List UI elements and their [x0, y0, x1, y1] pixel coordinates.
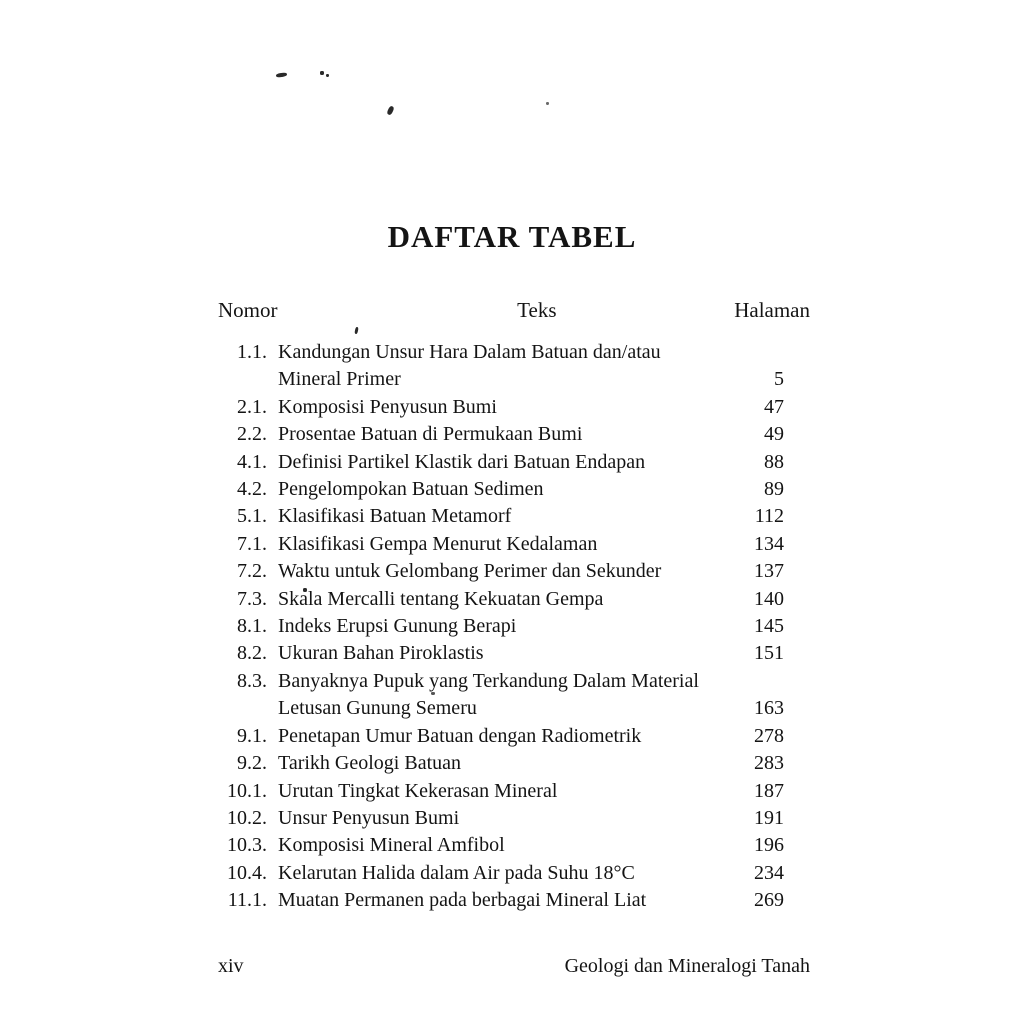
toc-row: [218, 421, 784, 448]
toc-entry-page: 283: [754, 752, 784, 775]
toc-entry-page: 151: [754, 642, 784, 665]
toc-entry-number: 10.4.: [227, 861, 267, 884]
toc-row: [218, 778, 784, 805]
toc-entry-title: Klasifikasi Batuan Metamorf: [278, 505, 512, 528]
scan-speck: [354, 327, 358, 334]
toc-entry-page: 137: [754, 560, 784, 583]
table-of-tables-list: [218, 339, 784, 915]
toc-entry-page: 88: [764, 450, 784, 473]
toc-entry-title: Banyaknya Pupuk yang Terkandung Dalam Material Letusan Gunung Semeru: [267, 668, 742, 723]
toc-entry-number: 10.3.: [227, 834, 267, 857]
scan-speck: [326, 74, 329, 77]
toc-entry-title: Ukuran Bahan Piroklastis: [278, 642, 484, 665]
toc-entry-title-line2: Letusan Gunung Semeru: [278, 697, 477, 720]
toc-entry-title: Komposisi Penyusun Bumi: [278, 395, 497, 418]
toc-entry-number: 8.2.: [237, 642, 267, 665]
toc-entry-number: 7.1.: [237, 532, 267, 555]
toc-entry-title: Prosentae Batuan di Permukaan Bumi: [278, 423, 583, 446]
toc-entry-number: 4.2.: [237, 478, 267, 501]
toc-entry-title: Komposisi Mineral Amfibol: [278, 834, 505, 857]
toc-entry-number: 10.2.: [227, 806, 267, 829]
toc-entry-number: 1.1.: [237, 341, 267, 363]
toc-entry-number: 9.1.: [237, 724, 267, 747]
toc-entry-title: Skala Mercalli tentang Kekuatan Gempa: [278, 587, 604, 610]
toc-entry-title: Kelarutan Halida dalam Air pada Suhu 18°C: [278, 861, 635, 884]
toc-entry-page: 196: [754, 834, 784, 857]
toc-entry-page: 191: [754, 806, 784, 829]
page-title: DAFTAR TABEL: [387, 219, 637, 254]
toc-entry-title: Indeks Erupsi Gunung Berapi: [278, 615, 517, 638]
toc-entry-title: Penetapan Umur Batuan dengan Radiometrik: [278, 724, 642, 747]
toc-entry-number: 2.2.: [237, 423, 267, 446]
toc-entry-page: 140: [754, 587, 784, 610]
toc-entry-page: 145: [754, 615, 784, 638]
page-footer: [218, 955, 810, 978]
toc-row: [218, 503, 784, 530]
toc-entry-title: Waktu untuk Gelombang Perimer dan Sekunder: [278, 560, 662, 583]
toc-entry-page: 187: [754, 779, 784, 802]
toc-entry-page: 49: [764, 423, 784, 446]
toc-entry-number: 2.1.: [237, 395, 267, 418]
toc-entry-title: Klasifikasi Gempa Menurut Kedalaman: [278, 532, 598, 555]
toc-row: [218, 640, 784, 667]
toc-row: [218, 832, 784, 859]
toc-entry-title-line2: Mineral Primer: [278, 368, 401, 391]
toc-entry-page: 89: [764, 478, 784, 501]
toc-row: [218, 860, 784, 887]
toc-entry-number: 4.1.: [237, 450, 267, 473]
column-header-nomor: Nomor: [218, 298, 278, 322]
toc-entry-title: Kandungan Unsur Hara Dalam Batuan dan/atau Mineral Primer: [267, 339, 742, 394]
folio-page-number: xiv: [218, 955, 244, 977]
toc-entry-number: 8.1.: [237, 615, 267, 638]
toc-row: [218, 668, 784, 723]
toc-column-headers: [218, 298, 810, 323]
toc-row: [218, 531, 784, 558]
toc-entry-title: Definisi Partikel Klastik dari Batuan Endapan: [278, 450, 646, 473]
toc-row: [218, 613, 784, 640]
toc-row: [218, 586, 784, 613]
toc-row: [218, 723, 784, 750]
toc-entry-number: 7.2.: [237, 560, 267, 583]
toc-entry-number: 9.2.: [237, 752, 267, 775]
scan-speck: [276, 72, 287, 77]
toc-entry-number: 11.1.: [227, 889, 267, 912]
toc-entry-number: 10.1.: [227, 779, 267, 802]
toc-entry-number: 7.3.: [237, 587, 267, 610]
scan-speck: [320, 71, 324, 75]
toc-row: [218, 476, 784, 503]
toc-row: [218, 394, 784, 421]
toc-entry-page: 134: [754, 532, 784, 555]
toc-entry-title: Urutan Tingkat Kekerasan Mineral: [278, 779, 558, 802]
toc-row: [218, 339, 784, 394]
toc-row: [218, 558, 784, 585]
toc-entry-title: Pengelompokan Batuan Sedimen: [278, 478, 544, 501]
toc-entry-title: Unsur Penyusun Bumi: [278, 806, 460, 829]
scan-speck: [386, 105, 394, 115]
scan-speck: [546, 102, 549, 105]
toc-entry-page: 269: [754, 889, 784, 912]
column-header-halaman: Halaman: [734, 298, 810, 322]
toc-row: [218, 887, 784, 914]
toc-entry-page: 163: [754, 697, 784, 720]
toc-entry-number: 8.3.: [237, 669, 267, 692]
toc-entry-number: 5.1.: [237, 505, 267, 528]
toc-entry-page: 5: [774, 368, 784, 391]
toc-entry-title: Muatan Permanen pada berbagai Mineral Liat: [278, 889, 647, 912]
toc-entry-page: 234: [754, 861, 784, 884]
toc-row: [218, 805, 784, 832]
column-header-teks: Teks: [517, 298, 557, 322]
toc-entry-page: 278: [754, 724, 784, 747]
toc-row: [218, 750, 784, 777]
toc-entry-page: 47: [764, 395, 784, 418]
toc-entry-page: 112: [754, 505, 784, 528]
toc-row: [218, 449, 784, 476]
running-title: Geologi dan Mineralogi Tanah: [564, 955, 810, 977]
toc-entry-title: Tarikh Geologi Batuan: [278, 752, 461, 775]
